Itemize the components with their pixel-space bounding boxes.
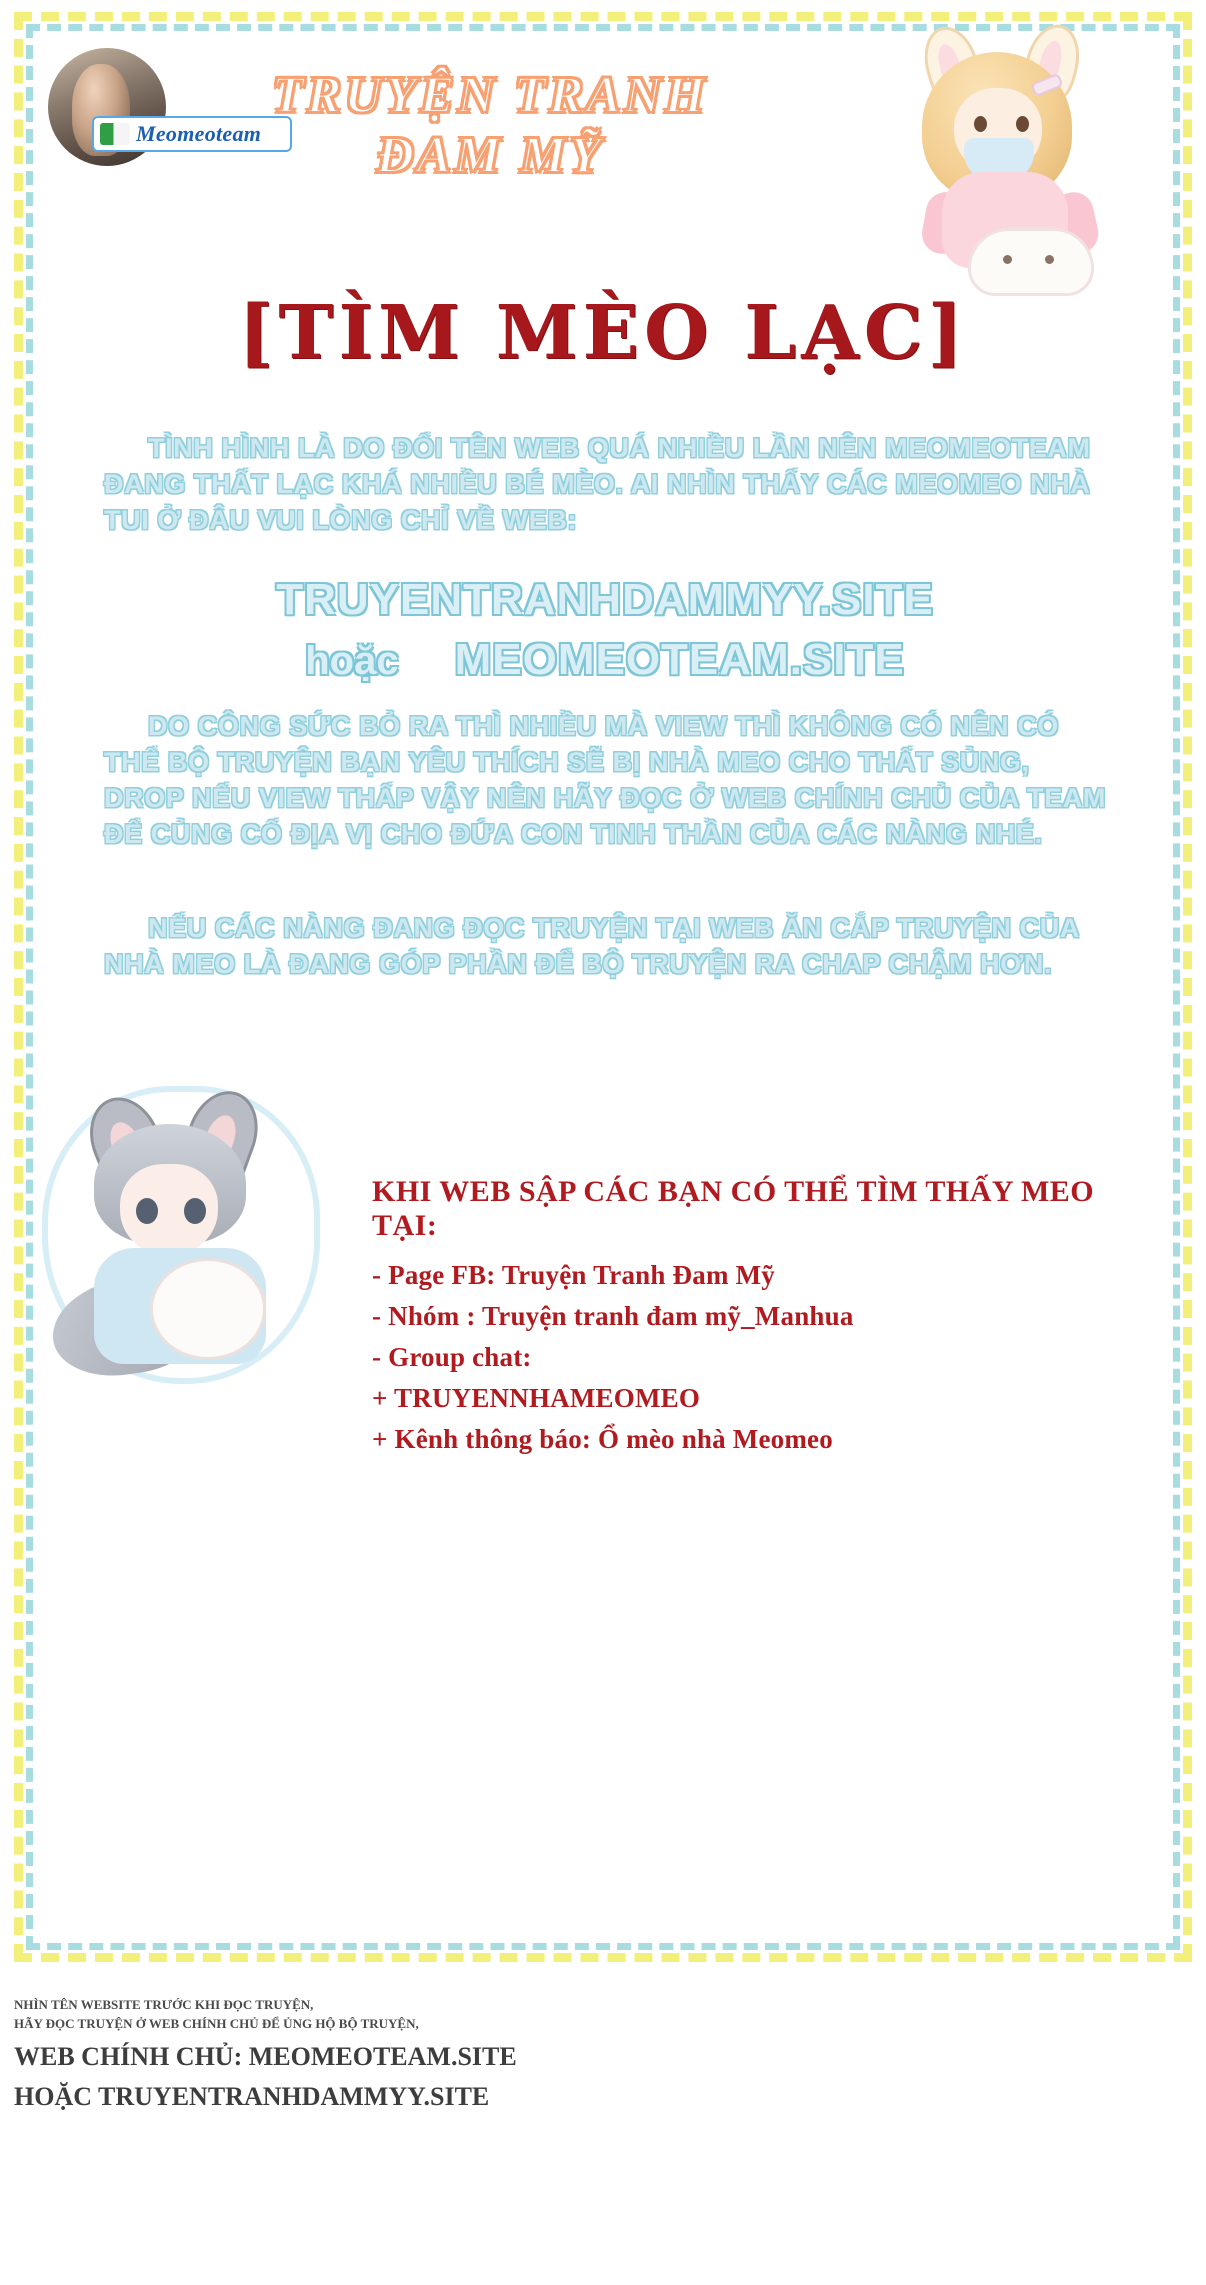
notice-paragraph-2: DO CÔNG SỨC BỎ RA THÌ NHIỀU MÀ VIEW THÌ KHÔNG CÓ NÊN CÓ THỂ BỘ TRUYỆN BẠN YÊU THÍCH SẼ BỊ NHÀ MEO CHO THẤT SỦNG, DROP NẾU VIEW THẤP VẬY NÊN HÃY ĐỌC Ở WEB CHÍNH CHỦ CỦA TEAM ĐỂ CỦNG CỐ ĐỊA VỊ CHO ĐỨA CON TINH THẦN CỦA CÁC NÀNG NHÉ. <box>104 711 1107 849</box>
footer <box>14 1995 1194 2113</box>
footer-note-line-2: HÃY ĐỌC TRUYỆN Ở WEB CHÍNH CHỦ ĐỂ ỦNG HỘ BỘ TRUYỆN, <box>14 2016 419 2031</box>
plush-toy-icon <box>150 1258 266 1360</box>
chibi-wolf-eye-right <box>184 1198 206 1224</box>
footer-note-line-1: NHÌN TÊN WEBSITE TRƯỚC KHI ĐỌC TRUYỆN, <box>14 1997 314 2012</box>
site-title <box>210 66 770 187</box>
page-title: [TÌM MÈO LẠC] <box>238 290 968 376</box>
notice-paragraph-1: TÌNH HÌNH LÀ DO ĐỔI TÊN WEB QUÁ NHIỀU LẦN NÊN MEOMEOTEAM ĐANG THẤT LẠC KHÁ NHIỀU BÉ MÈO. AI NHÌN THẤY CÁC MEOMEO NHÀ TUI Ở ĐÂU VUI LÒNG CHỈ VỀ WEB: <box>104 433 1091 535</box>
site-title-line-1: TRUYỆN TRANH <box>271 67 709 124</box>
vietnam-flag-icon <box>100 123 130 145</box>
footer-official-site-2: HOẶC TRUYENTRANHDAMMYY.SITE <box>14 2082 490 2111</box>
primary-site-link[interactable]: TRUYENTRANHDAMMYY.SITE <box>276 575 934 624</box>
bunny-plush-icon <box>968 228 1094 296</box>
contact-item-page-fb: - Page FB: Truyện Tranh Đam Mỹ <box>372 1260 775 1290</box>
chibi-eye-right <box>1016 116 1029 132</box>
team-badge-label: Meomeoteam <box>136 121 262 146</box>
site-links <box>90 575 1120 685</box>
contact-title: KHI WEB SẬP CÁC BẠN CÓ THỂ TÌM THẤY MEO TẠI: <box>372 1175 1095 1242</box>
contact-block <box>372 1175 1132 1460</box>
chibi-wolf-eye-left <box>136 1198 158 1224</box>
chibi-eye-left <box>974 116 987 132</box>
chibi-wolf-illustration <box>38 1072 328 1392</box>
alternate-site-link[interactable]: MEOMEOTEAM.SITE <box>454 635 905 684</box>
or-label: hoặc <box>305 639 399 683</box>
notice-paragraph-3: NẾU CÁC NÀNG ĐANG ĐỌC TRUYỆN TẠI WEB ĂN CẮP TRUYỆN CỦA NHÀ MEO LÀ ĐANG GÓP PHẦN ĐỂ BỘ TRUYỆN RA CHAP CHẬM HƠN. <box>104 913 1079 979</box>
chibi-girl-illustration <box>880 22 1130 292</box>
contact-item-channel: + Kênh thông báo: Ổ mèo nhà Meomeo <box>372 1424 833 1454</box>
site-title-line-2: ĐAM MỸ <box>376 127 604 185</box>
alternate-site-row <box>90 635 1120 685</box>
contact-item-group-chat: - Group chat: <box>372 1342 532 1372</box>
footer-official-site-1: WEB CHÍNH CHỦ: MEOMEOTEAM.SITE <box>14 2042 517 2071</box>
contact-item-chat-name: + TRUYENNHAMEOMEO <box>372 1383 701 1413</box>
contact-item-group: - Nhóm : Truyện tranh đam mỹ_Manhua <box>372 1301 854 1331</box>
